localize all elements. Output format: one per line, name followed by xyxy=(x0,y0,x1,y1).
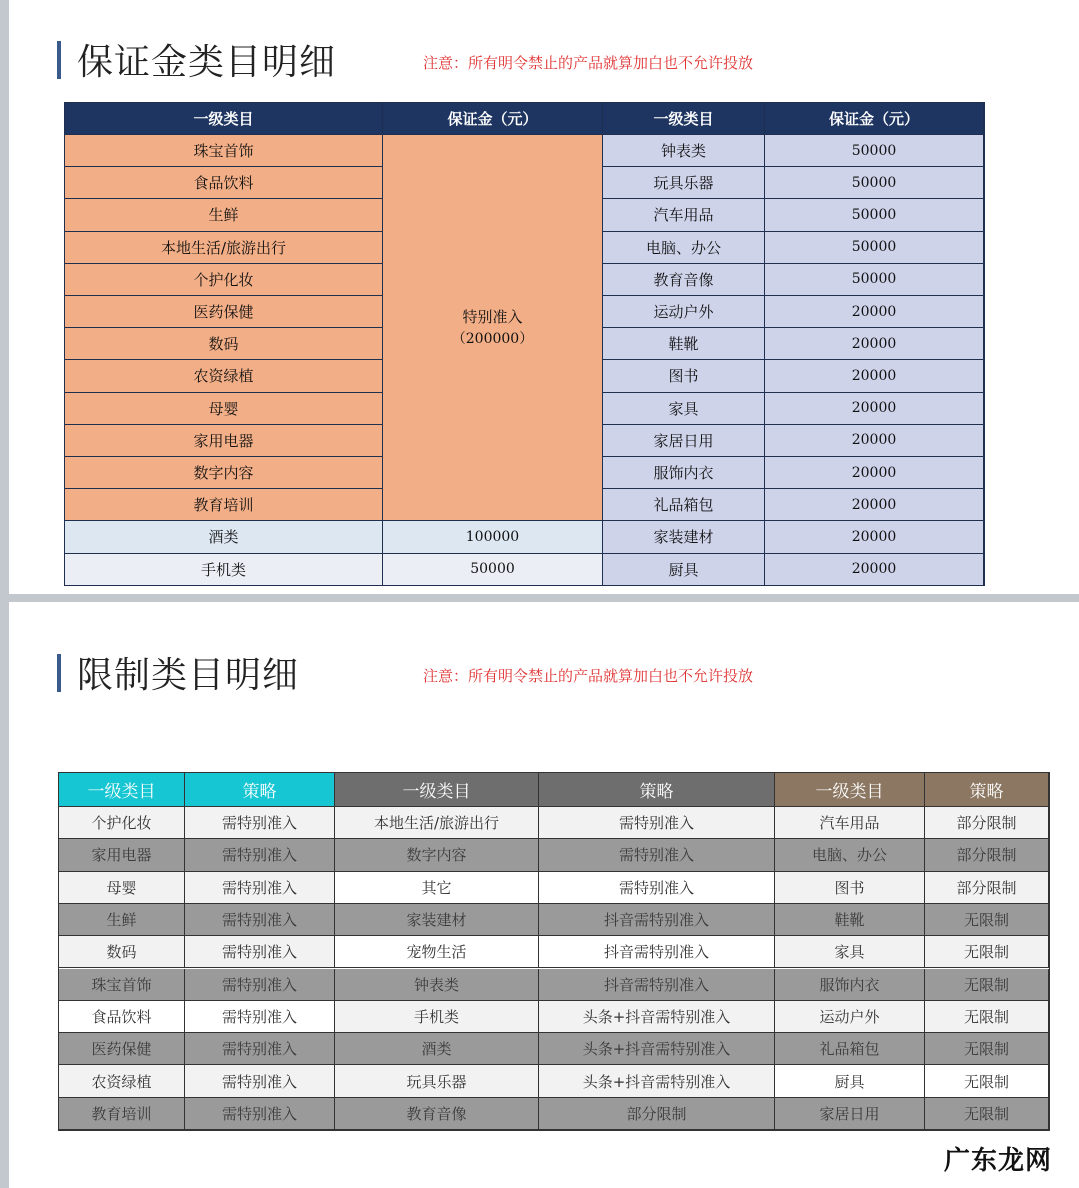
deposit-cell: 20000 xyxy=(765,457,984,489)
strategy-cell: 需特别准入 xyxy=(539,807,775,839)
deposit-cell: 100000 xyxy=(383,521,603,553)
category-cell: 个护化妆 xyxy=(65,264,383,296)
category-cell: 农资绿植 xyxy=(65,360,383,392)
deposit-cell: 50000 xyxy=(765,232,984,264)
deposit-cell: 20000 xyxy=(765,489,984,521)
strategy-cell: 需特别准入 xyxy=(185,969,335,1001)
category-cell: 数码 xyxy=(59,936,185,968)
category-cell: 玩具乐器 xyxy=(335,1065,539,1097)
category-cell: 数字内容 xyxy=(65,457,383,489)
merged-deposit-cell xyxy=(383,135,603,521)
section-divider xyxy=(0,594,1079,602)
category-cell: 家具 xyxy=(603,393,765,425)
category-cell: 汽车用品 xyxy=(775,807,925,839)
table-header-cell: 策略 xyxy=(539,773,775,807)
strategy-cell: 头条+抖音需特别准入 xyxy=(539,1065,775,1097)
section2-notice: 注意：所有明令禁止的产品就算加白也不允许投放 xyxy=(423,667,754,685)
category-cell: 家居日用 xyxy=(775,1098,925,1130)
category-cell: 酒类 xyxy=(65,521,383,553)
strategy-cell: 需特别准入 xyxy=(185,872,335,904)
category-cell: 教育培训 xyxy=(59,1098,185,1130)
category-cell: 农资绿植 xyxy=(59,1065,185,1097)
category-cell: 服饰内衣 xyxy=(603,457,765,489)
category-cell: 汽车用品 xyxy=(603,199,765,231)
deposit-cell: 20000 xyxy=(765,328,984,360)
table-header-cell: 保证金（元） xyxy=(383,103,603,135)
title-accent-bar xyxy=(57,654,61,692)
section1-title-block xyxy=(57,34,336,85)
category-cell: 家用电器 xyxy=(59,839,185,871)
table-header-cell: 一级类目 xyxy=(59,773,185,807)
strategy-cell: 需特别准入 xyxy=(185,1098,335,1130)
table-header-cell: 一级类目 xyxy=(65,103,383,135)
deposit-table xyxy=(64,102,985,586)
deposit-cell: 20000 xyxy=(765,393,984,425)
strategy-cell: 抖音需特别准入 xyxy=(539,969,775,1001)
strategy-cell: 需特别准入 xyxy=(539,872,775,904)
category-cell: 鞋靴 xyxy=(775,904,925,936)
strategy-cell: 需特别准入 xyxy=(185,1065,335,1097)
category-cell: 电脑、办公 xyxy=(775,839,925,871)
category-cell: 运动户外 xyxy=(775,1001,925,1033)
category-cell: 图书 xyxy=(603,360,765,392)
section1-title: 保证金类目明细 xyxy=(77,42,337,83)
deposit-cell: 20000 xyxy=(765,521,984,553)
category-cell: 运动户外 xyxy=(603,296,765,328)
category-cell: 玩具乐器 xyxy=(603,167,765,199)
strategy-cell: 无限制 xyxy=(925,969,1049,1001)
merged-value: （200000） xyxy=(451,330,534,347)
category-cell: 礼品箱包 xyxy=(603,489,765,521)
category-cell: 手机类 xyxy=(65,554,383,586)
title-accent-bar xyxy=(57,41,61,79)
table-header-cell: 策略 xyxy=(925,773,1049,807)
table-header-cell: 一级类目 xyxy=(775,773,925,807)
category-cell: 珠宝首饰 xyxy=(59,969,185,1001)
category-cell: 食品饮料 xyxy=(65,167,383,199)
category-cell: 本地生活/旅游出行 xyxy=(335,807,539,839)
strategy-cell: 需特别准入 xyxy=(185,839,335,871)
strategy-cell: 部分限制 xyxy=(925,807,1049,839)
strategy-cell: 需特别准入 xyxy=(539,839,775,871)
section2-title-block xyxy=(57,647,299,698)
category-cell: 厨具 xyxy=(603,554,765,586)
category-cell: 珠宝首饰 xyxy=(65,135,383,167)
deposit-cell: 20000 xyxy=(765,296,984,328)
strategy-cell: 头条+抖音需特别准入 xyxy=(539,1001,775,1033)
table-header-cell: 策略 xyxy=(185,773,335,807)
category-cell: 食品饮料 xyxy=(59,1001,185,1033)
deposit-cell: 50000 xyxy=(765,199,984,231)
strategy-cell: 部分限制 xyxy=(925,872,1049,904)
strategy-cell: 无限制 xyxy=(925,936,1049,968)
category-cell: 图书 xyxy=(775,872,925,904)
category-cell: 厨具 xyxy=(775,1065,925,1097)
deposit-cell: 20000 xyxy=(765,360,984,392)
category-cell: 礼品箱包 xyxy=(775,1033,925,1065)
category-cell: 母婴 xyxy=(59,872,185,904)
category-cell: 个护化妆 xyxy=(59,807,185,839)
category-cell: 电脑、办公 xyxy=(603,232,765,264)
strategy-cell: 部分限制 xyxy=(539,1098,775,1130)
category-cell: 教育培训 xyxy=(65,489,383,521)
restriction-table xyxy=(58,772,1050,1131)
strategy-cell: 头条+抖音需特别准入 xyxy=(539,1033,775,1065)
category-cell: 医药保健 xyxy=(59,1033,185,1065)
category-cell: 数码 xyxy=(65,328,383,360)
category-cell: 酒类 xyxy=(335,1033,539,1065)
deposit-cell: 50000 xyxy=(383,554,603,586)
strategy-cell: 需特别准入 xyxy=(185,1033,335,1065)
strategy-cell: 无限制 xyxy=(925,904,1049,936)
deposit-cell: 20000 xyxy=(765,425,984,457)
category-cell: 钟表类 xyxy=(335,969,539,1001)
strategy-cell: 部分限制 xyxy=(925,839,1049,871)
category-cell: 生鲜 xyxy=(59,904,185,936)
category-cell: 鞋靴 xyxy=(603,328,765,360)
strategy-cell: 无限制 xyxy=(925,1001,1049,1033)
strategy-cell: 需特别准入 xyxy=(185,807,335,839)
deposit-cell: 50000 xyxy=(765,167,984,199)
strategy-cell: 需特别准入 xyxy=(185,904,335,936)
category-cell: 医药保健 xyxy=(65,296,383,328)
category-cell: 宠物生活 xyxy=(335,936,539,968)
category-cell: 服饰内衣 xyxy=(775,969,925,1001)
table-header-cell: 一级类目 xyxy=(603,103,765,135)
strategy-cell: 无限制 xyxy=(925,1065,1049,1097)
category-cell: 数字内容 xyxy=(335,839,539,871)
category-cell: 钟表类 xyxy=(603,135,765,167)
strategy-cell: 抖音需特别准入 xyxy=(539,936,775,968)
strategy-cell: 需特别准入 xyxy=(185,936,335,968)
deposit-cell: 20000 xyxy=(765,554,984,586)
category-cell: 其它 xyxy=(335,872,539,904)
category-cell: 教育音像 xyxy=(335,1098,539,1130)
category-cell: 本地生活/旅游出行 xyxy=(65,232,383,264)
strategy-cell: 抖音需特别准入 xyxy=(539,904,775,936)
table-header-cell: 保证金（元） xyxy=(765,103,984,135)
deposit-cell: 50000 xyxy=(765,264,984,296)
strategy-cell: 无限制 xyxy=(925,1098,1049,1130)
category-cell: 家用电器 xyxy=(65,425,383,457)
category-cell: 母婴 xyxy=(65,393,383,425)
section2-title: 限制类目明细 xyxy=(77,655,300,696)
table-header-cell: 一级类目 xyxy=(335,773,539,807)
category-cell: 家居日用 xyxy=(603,425,765,457)
strategy-cell: 无限制 xyxy=(925,1033,1049,1065)
deposit-cell: 50000 xyxy=(765,135,984,167)
category-cell: 家具 xyxy=(775,936,925,968)
strategy-cell: 需特别准入 xyxy=(185,1001,335,1033)
category-cell: 生鲜 xyxy=(65,199,383,231)
category-cell: 教育音像 xyxy=(603,264,765,296)
category-cell: 家装建材 xyxy=(335,904,539,936)
merged-label: 特别准入 xyxy=(462,307,523,326)
section1-notice: 注意：所有明令禁止的产品就算加白也不允许投放 xyxy=(423,54,754,72)
category-cell: 家装建材 xyxy=(603,521,765,553)
watermark-logo: 广东龙网 xyxy=(944,1146,1053,1176)
category-cell: 手机类 xyxy=(335,1001,539,1033)
